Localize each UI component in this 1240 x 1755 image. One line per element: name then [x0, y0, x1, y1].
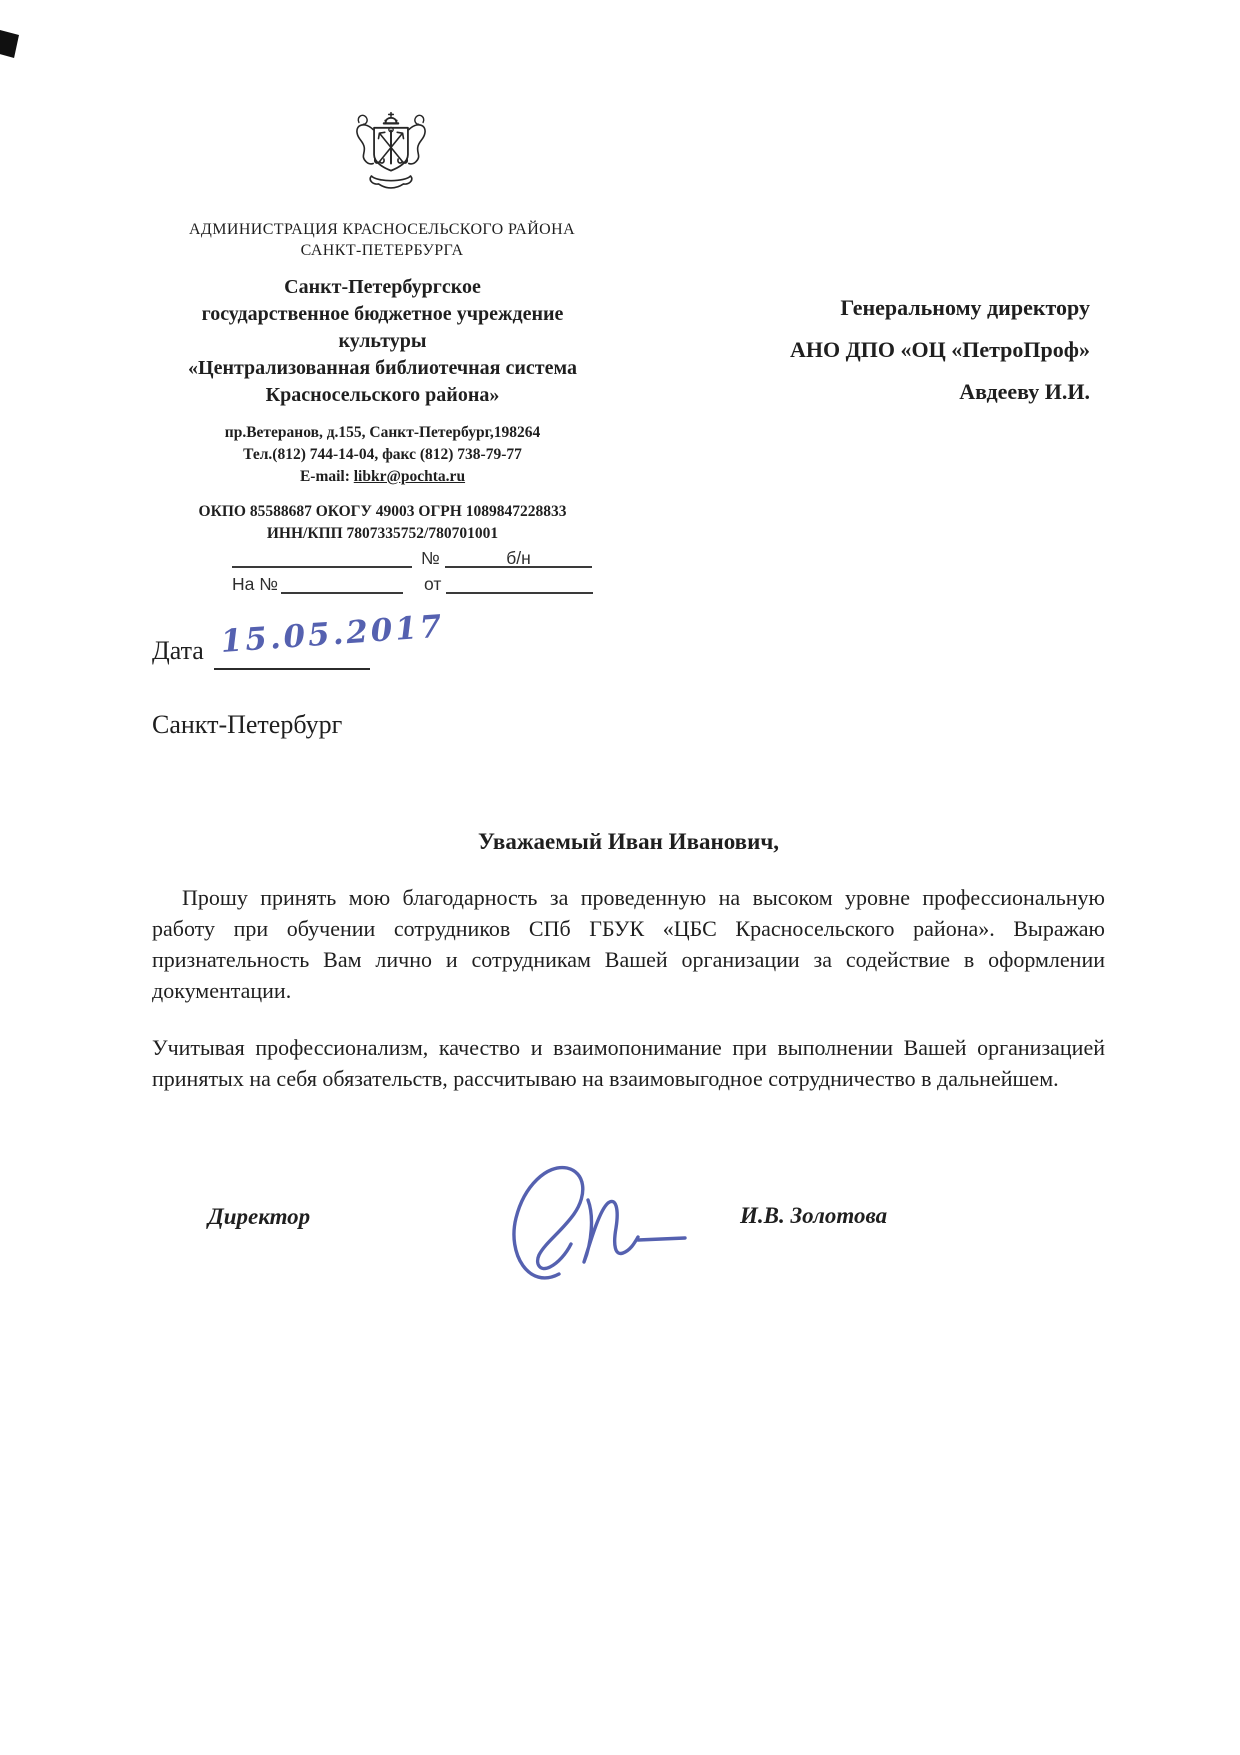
reply-to-label: На № — [232, 574, 279, 594]
recipient-title: Генеральному директору — [840, 295, 1090, 320]
number-sign-label: № — [421, 548, 440, 568]
email-address: libkr@pochta.ru — [353, 468, 466, 485]
outgoing-date-blank — [232, 548, 412, 568]
recipient-person: Авдееву И.И. — [959, 379, 1090, 404]
spb-coat-of-arms-icon — [345, 110, 437, 192]
email-line — [130, 466, 635, 488]
outgoing-number-value: б/н — [445, 548, 592, 568]
recipient-block — [770, 287, 1090, 413]
handwritten-date: 15.05.2017 — [219, 608, 446, 660]
recipient-organization: АНО ДПО «ОЦ «ПетроПроф» — [790, 337, 1090, 362]
administration-header — [107, 219, 657, 261]
reply-date-label: от — [424, 574, 442, 594]
inn-kpp-line: ИНН/КПП 7807335752/780701001 — [266, 525, 499, 542]
scan-artifact-corner — [0, 30, 19, 58]
registry-codes — [130, 501, 635, 545]
reply-date-blank — [446, 574, 593, 594]
postal-address: пр.Ветеранов, д.155, Санкт-Петербург,198264 — [224, 424, 541, 441]
administration-line: САНКТ-ПЕТЕРБУРГА — [300, 242, 464, 259]
organization-name — [130, 274, 635, 409]
org-name-line: «Централизованная библиотечная система — [188, 357, 577, 379]
salutation: Уважаемый Иван Иванович, — [477, 829, 780, 854]
contact-block — [130, 422, 635, 488]
administration-line: АДМИНИСТРАЦИЯ КРАСНОСЕЛЬСКОГО РАЙОНА — [188, 221, 576, 238]
signer-name: И.В. Золотова — [740, 1203, 888, 1228]
org-name-line: культуры — [338, 330, 427, 352]
signer-role: Директор — [208, 1204, 311, 1229]
body-paragraph-1: Прошу принять мою благодарность за проведенную на высоком уровне профессиональную работу при обучении сотрудников СПб ГБУК «ЦБС Красносельского района». Выражаю признательность Вам лично и сотрудникам Вашей организации за содействие в оформлении документации. — [152, 885, 1105, 1003]
org-name-line: Санкт-Петербургское — [284, 276, 481, 298]
email-label: E-mail: — [299, 468, 350, 485]
phone-fax: Тел.(812) 744-14-04, факс (812) 738-79-77 — [243, 446, 522, 463]
handwritten-signature-icon — [495, 1148, 700, 1298]
body-paragraph-2: Учитывая профессионализм, качество и взаимопонимание при выполнении Вашей организацией принятых на себя обязательств, рассчитываю на взаимовыгодное сотрудничество в дальнейшем. — [152, 1035, 1105, 1091]
date-label: Дата — [152, 636, 204, 665]
reply-number-blank — [281, 574, 403, 594]
okpo-ogrn-line: ОКПО 85588687 ОКОГУ 49003 ОГРН 1089847228833 — [198, 503, 567, 520]
org-name-line: государственное бюджетное учреждение — [201, 303, 564, 325]
city-line: Санкт-Петербург — [152, 710, 343, 739]
org-name-line: Красносельского района» — [265, 384, 500, 406]
